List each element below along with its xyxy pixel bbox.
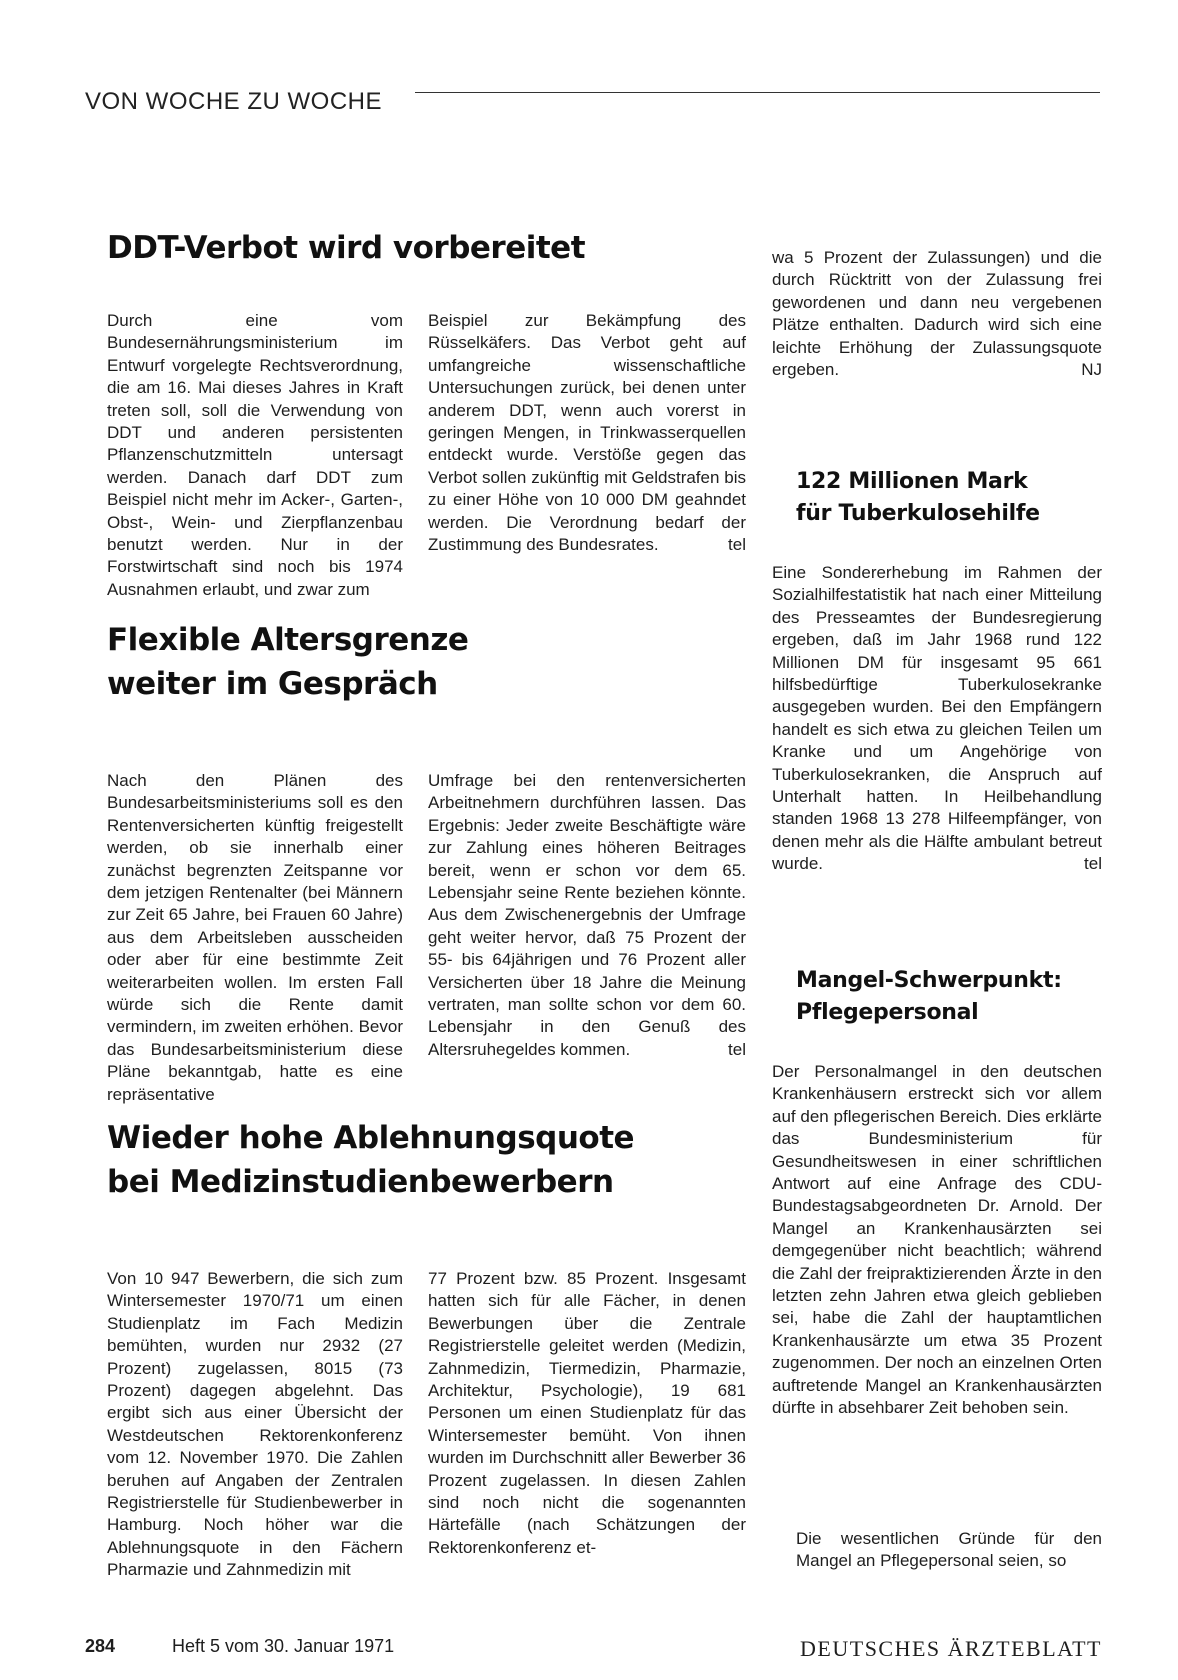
altersgrenze-signature: tel (728, 1039, 746, 1059)
altersgrenze-column-1: Nach den Plänen des Bundesarbeitsministeriums soll es den Rentenversicherten künftig freigestellt werden, ob sie innerhalb einer zunächst begrenzten Zeitspanne vor dem jetzigen Rentenalter (bei Männern zur Zeit 65 Jahre, bei Frauen 60 Jahre) aus dem Arbeitsleben ausscheiden oder aber für eine bestimmte Zeit weiterarbeiten wollen. Im ersten Fall würde sich die Rente damit vermindern, im zweiten erhöhen. Bevor das Bundesarbeitsministerium diese Pläne bekanntgab, hatte es eine repräsentative (107, 771, 403, 1104)
altersgrenze-headline-line-1: Flexible Altersgrenze (107, 622, 469, 658)
tuberkulose-signature: tel (1084, 854, 1102, 874)
pflegepersonal-headline-line-2: Pflegepersonal (796, 1000, 979, 1025)
medizinstudium-headline (107, 1116, 634, 1204)
ddt-column-2-text: Beispiel zur Bekämpfung des Rüsselkäfers. Das Verbot geht auf umfangreiche wissenschaftliche Untersuchungen zurück, bei denen unter anderem DDT, wenn auch vorerst in geringen Mengen, in Trinkwasserquellen entdeckt wurde. Verstöße gegen das Verbot sollen zukünftig mit Geldstrafen bis zu einer Höhe von 10 000 DM geahndet werden. Die Verordnung bedarf der Zustimmung des Bundesrates. (428, 311, 746, 555)
ddt-headline: DDT-Verbot wird vorbereitet (107, 230, 586, 266)
pflegepersonal-headline (796, 965, 1062, 1029)
pflegepersonal-paragraph-2: Die wesentlichen Gründe für den Mangel an Pflegepersonal seien, so (796, 1529, 1102, 1571)
medizinstudium-column-1: Von 10 947 Bewerbern, die sich zum Wintersemester 1970/71 um einen Studienplatz im Fach Medizin bemühten, wurden nur 2932 (27 Prozent) zugelassen, 8015 (73 Prozent) dagegen abgelehnt. Das ergibt sich aus einer Übersicht der Westdeutschen Rektorenkonferenz vom 12. November 1970. Die Zahlen beruhen auf Angaben der Zentralen Registrierstelle für Studienbewerber in Hamburg. Noch höher war die Ablehnungsquote in den Fächern Pharmazie und Zahnmedizin mit (107, 1269, 403, 1580)
pflegepersonal-headline-line-1: Mangel-Schwerpunkt: (796, 968, 1062, 993)
ddt-column-2 (428, 310, 746, 556)
medizinstudium-column-3-text: wa 5 Prozent der Zulassungen) und die durch Rücktritt von der Zulassung frei gewordenen und dann neu vergebenen Plätze enthalten. Dadurch wird sich eine leichte Erhöhung der Zulassungsquote ergeben. (772, 248, 1102, 380)
journal-name: DEUTSCHES ÄRZTEBLATT (800, 1636, 1102, 1661)
medizinstudium-signature: NJ (1081, 360, 1102, 380)
medizinstudium-column-2: 77 Prozent bzw. 85 Prozent. Insgesamt hatten sich für alle Fächer, in denen Bewerbungen über die Zentrale Registrierstelle geleitet werden (Medizin, Zahnmedizin, Tiermedizin, Pharmazie, Architektur, Psychologie), 19 681 Personen um einen Studienplatz für das Wintersemester bemüht. Von ihnen wurden im Durchschnitt aller Bewerber 36 Prozent zugelassen. In diesen Zahlen sind noch nicht die sogenannten Härtefälle (nach Schätzungen der Rektorenkonferenz et- (428, 1269, 746, 1557)
altersgrenze-column-2 (428, 770, 746, 1061)
tuberkulose-body (772, 562, 1102, 876)
section-header (85, 88, 1100, 128)
altersgrenze-headline (107, 618, 468, 706)
medizinstudium-headline-line-2: bei Medizinstudienbewerbern (107, 1164, 614, 1200)
altersgrenze-headline-line-2: weiter im Gespräch (107, 666, 438, 702)
tuberkulose-headline-line-1: 122 Millionen Mark (796, 469, 1028, 494)
medizinstudium-column-3 (772, 247, 1102, 381)
section-label: VON WOCHE ZU WOCHE (85, 88, 382, 115)
tuberkulose-headline-line-2: für Tuberkulosehilfe (796, 501, 1040, 526)
tuberkulose-headline (796, 466, 1040, 530)
medizinstudium-headline-line-1: Wieder hohe Ablehnungsquote (107, 1120, 635, 1156)
header-rule (415, 92, 1100, 93)
ddt-column-1: Durch eine vom Bundesernährungsministerium im Entwurf vorgelegte Rechtsverordnung, die am 16. Mai dieses Jahres in Kraft treten soll, soll die Verwendung von DDT und anderen persistenten Pflanzenschutzmitteln untersagt werden. Danach darf DDT zum Beispiel nicht mehr im Acker-, Garten-, Obst-, Wein- und Zierpflanzenbau benutzt werden. Nur in der Forstwirtschaft sind noch bis 1974 Ausnahmen erlaubt, und zwar zum (107, 311, 403, 599)
altersgrenze-column-2-text: Umfrage bei den rentenversicherten Arbeitnehmern durchführen lassen. Das Ergebnis: Jeder zweite Beschäftigte wäre zur Zahlung eines höheren Beitrages bereit, wenn er schon vor dem 65. Lebensjahr seine Rente beziehen könnte. Aus dem Zwischenergebnis der Umfrage geht weiter hervor, daß 75 Prozent der 55- bis 64jährigen und 76 Prozent aller Versicherten über 18 Jahre die Meinung vertraten, man sollte schon vor dem 60. Lebensjahr in den Genuß des Altersruhegeldes kommen. (428, 771, 746, 1059)
pflegepersonal-paragraph-1: Der Personalmangel in den deutschen Krankenhäusern erstreckt sich vor allem auf den pflegerischen Bereich. Dies erklärte das Bundesministerium für Gesundheitswesen in einer schriftlichen Antwort auf eine Anfrage des CDU-Bundestagsabgeordneten Dr. Arnold. Der Mangel an Krankenhausärzten sei demgegenüber nicht beachtlich; während die Zahl der freipraktizierenden Ärzte in den letzten zehn Jahren etwa gleich geblieben sei, habe die Zahl der hauptamtlichen Krankenhausärzte um etwa 35 Prozent zugenommen. Der noch an einzelnen Orten auftretende Mangel an Krankenhausärzten dürfte in absehbarer Zeit behoben sein. (772, 1062, 1102, 1418)
page-number: 284 (85, 1636, 116, 1656)
ddt-signature: tel (728, 535, 746, 555)
issue-info: Heft 5 vom 30. Januar 1971 (172, 1636, 395, 1656)
tuberkulose-body-text: Eine Sondererhebung im Rahmen der Sozialhilfestatistik hat nach einer Mitteilung des Presseamtes der Bundesregierung ergeben, daß im Jahr 1968 rund 122 Millionen DM für insgesamt 95 661 hilfsbedürftige Tuberkulosekranke ausgegeben wurden. Bei den Empfängern handelt es sich etwa zu gleichen Teilen um Kranke und um Angehörige von Tuberkulosekranken, die Anspruch auf Unterhalt hatten. In Heilbehandlung standen 1968 13 278 Hilfeempfänger, von denen mehr als die Hälfte ambulant betreut wurde. (772, 563, 1102, 874)
